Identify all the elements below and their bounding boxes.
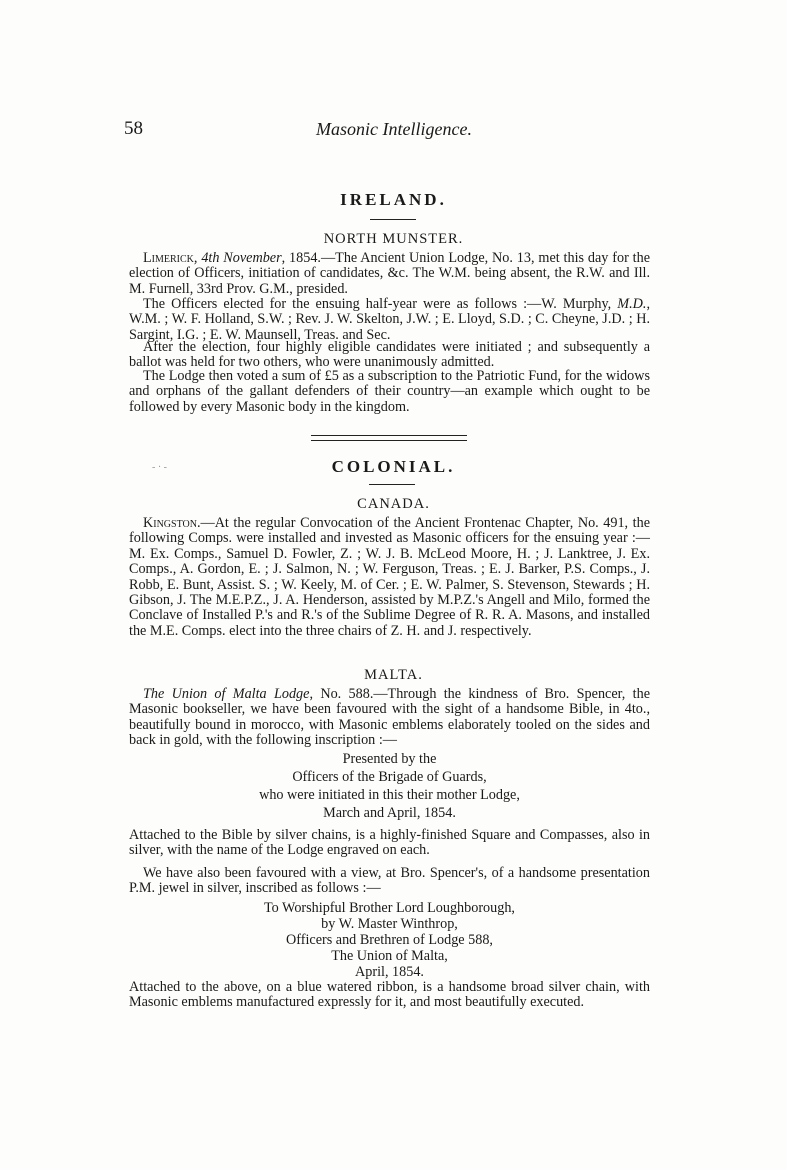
paragraph-patriotic-fund: The Lodge then voted a sum of £5 as a subscription to the Patriotic Fund, for the widows and orphans of the gallant defenders of their country—an example which ought to be followed by every Masonic body in the kingdom. <box>129 368 650 415</box>
heading-rule <box>370 219 416 220</box>
inscription-bible <box>129 750 650 822</box>
paragraph-chains: Attached to the Bible by silver chains, is a highly-finished Square and Compasses, also in silver, with the name of the Lodge engraved on each. <box>129 827 650 859</box>
paragraph-limerick: Limerick, 4th November, 1854.—The Ancient Union Lodge, No. 13, met this day for the election of Officers, initiation of candidates, &c. The W.M. being absent, the R.W. and Ill. M. Furnell, 33rd Prov. G.M., presided. <box>129 250 650 297</box>
page-header <box>124 118 664 140</box>
paragraph-officers <box>129 297 650 343</box>
running-title: Masonic Intelligence. <box>316 119 472 139</box>
inscription-line: To Worshipful Brother Lord Loughborough, <box>264 900 515 916</box>
paragraph-malta <box>129 687 650 749</box>
heading-rule <box>369 484 415 485</box>
place-name: Kingston <box>143 515 197 531</box>
inscription-line: The Union of Malta, <box>331 948 448 964</box>
subheading-north-munster: NORTH MUNSTER. <box>323 231 464 247</box>
inscription-line: Officers of the Brigade of Guards, <box>292 769 487 785</box>
date-text: 4th November <box>201 250 282 266</box>
paragraph-text: , 1854.—The Ancient Union Lodge, No. 13, met this day for the election of Officers, initiation of candidates, &c. The W.M. being absent, the R.W. and Ill. M. Furnell, 33rd Prov. G.M., presided. <box>129 250 650 297</box>
lodge-name: The Union of Malta Lodge <box>143 686 310 702</box>
paragraph-jewel: We have also been favoured with a view, at Bro. Spencer's, of a handsome presentation P.M. jewel in silver, inscribed as follows :— <box>129 865 650 897</box>
inscription-line: March and April, 1854. <box>323 805 456 821</box>
paragraph-ribbon: Attached to the above, on a blue watered ribbon, is a handsome broad silver chain, with Masonic emblems manufactured expressly for it, and most beautifully executed. <box>129 979 650 1011</box>
page-number: 58 <box>124 118 143 139</box>
inscription-line: Officers and Brethren of Lodge 588, <box>286 932 493 948</box>
subheading-canada: CANADA. <box>357 496 430 512</box>
paragraph-kingston <box>129 516 650 639</box>
faint-mark: - · - <box>152 462 167 473</box>
inscription-line: who were initiated in this their mother Lodge, <box>259 787 520 803</box>
subheading-malta: MALTA. <box>364 667 423 683</box>
place-name: Limerick <box>143 250 194 266</box>
paragraph-text: , No. 588.—Through the kindness of Bro. Spencer, the Masonic bookseller, we have been favoured with the sight of a handsome Bible, in 4to., beautifully bound in morocco, with Masonic emblems elaborately tooled on the sides and back in gold, with the following inscription :— <box>129 686 650 749</box>
section-divider <box>311 435 467 441</box>
inscription-line: April, 1854. <box>355 964 424 980</box>
degree-text: M.D. <box>617 296 647 312</box>
inscription-line: by W. Master Winthrop, <box>321 916 458 932</box>
section-heading-colonial: COLONIAL. <box>331 457 456 476</box>
paragraph-text: The Officers elected for the ensuing half-year were as follows :—W. Murphy, <box>143 296 618 312</box>
paragraph-text: .—At the regular Convocation of the Ancient Frontenac Chapter, No. 491, the following Comps. were installed and invested as Masonic officers for the ensuing year :—M. Ex. Comps., Samuel D. Fowler, Z. ; W. J. B. McLeod Moore, H. ; J. Lanktree, J. Ex. Comps., A. Gordon, E. ; J. Salmon, N. ; W. Ferguson, Treas. ; E. J. Barker, P.S. Comps., J. Robb, E. Bunt, Assist. S. ; W. Keely, M. of Cer. ; E. W. Palmer, S. Stevenson, Stewards ; H. Gibson, J. The M.E.P.Z., J. A. Henderson, assisted by M.P.Z.'s Angell and Milo, formed the Conclave of Installed P.'s and R.'s of the Sublime Degree of R. R. A. Masons, and installed the M.E. Comps. elect into the three chairs of Z. H. and J. respectively. <box>129 515 650 639</box>
paragraph-election: After the election, four highly eligible candidates were initiated ; and subsequently a ballot was held for two others, who were unanimously admitted. <box>129 339 650 371</box>
inscription-jewel <box>129 900 650 980</box>
inscription-line: Presented by the <box>342 751 437 767</box>
paragraph-text: , W.M. ; W. F. Holland, S.W. ; Rev. J. W. Skelton, J.W. ; E. Lloyd, S.D. ; C. Cheyne, J.D. ; H. Sargint, I.G. ; E. W. Maunsell, Treas. and Sec. <box>129 296 650 343</box>
section-heading-ireland: IRELAND. <box>340 190 447 209</box>
